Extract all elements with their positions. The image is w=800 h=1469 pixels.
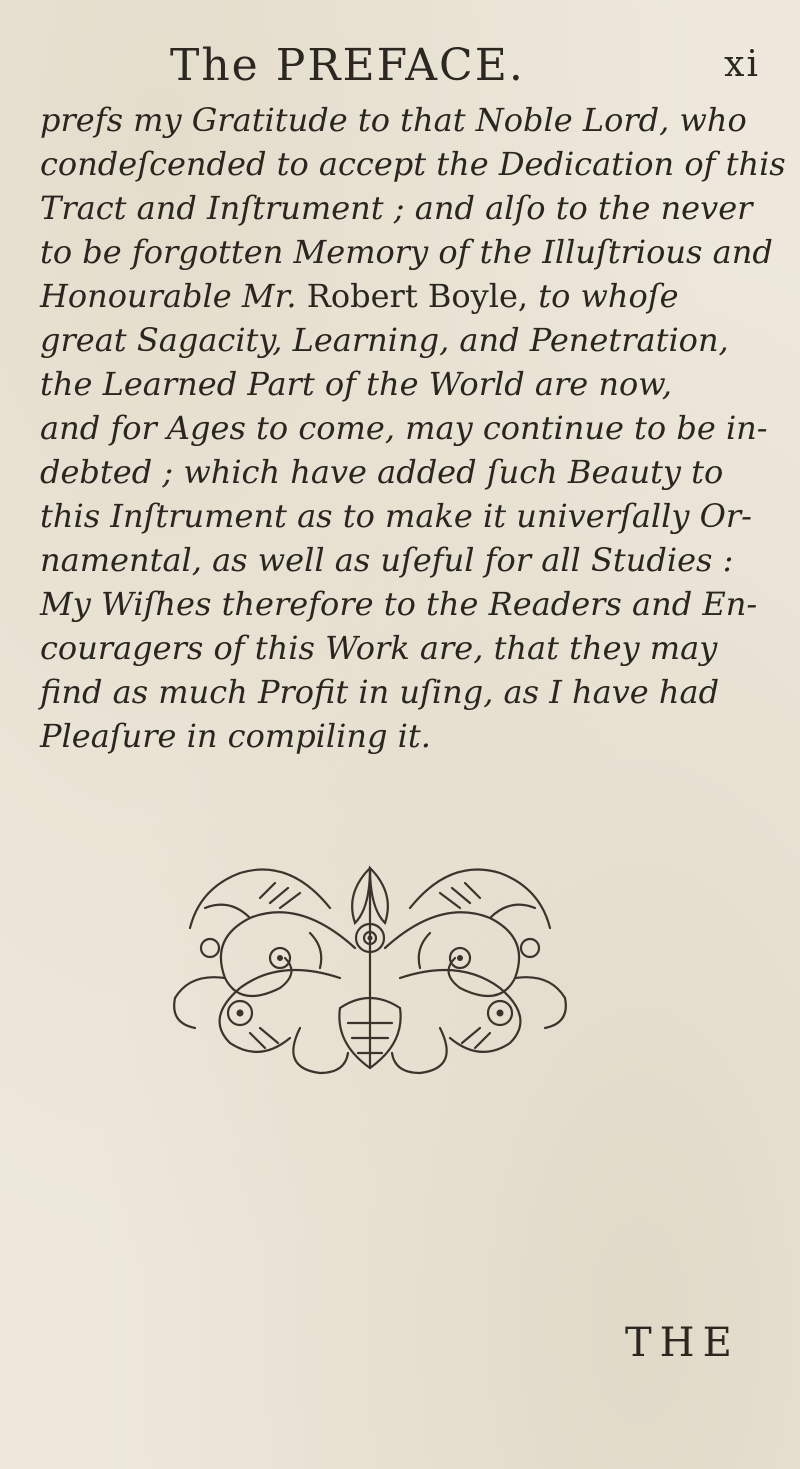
text-line: prefs my Gratitude to that Noble Lord, who (40, 101, 747, 139)
text-line: Tract and Inſtrument ; and alſo to the never (40, 189, 753, 227)
text-line: and for Ages to come, may continue to be in- (40, 409, 768, 447)
running-head-title: The PREFACE. (170, 40, 525, 91)
text-line: this Inſtrument as to make it univerſally Or- (40, 497, 752, 535)
text-line: find as much Profit in uſing, as I have had (40, 673, 720, 711)
text-line: Pleaſure in compiling it. (40, 717, 431, 755)
body-text (40, 98, 790, 758)
page-number: xi (724, 44, 760, 85)
text-line: the Learned Part of the World are now, (40, 365, 672, 403)
text-line: to be forgotten Memory of the Illuſtrious and (40, 233, 773, 271)
text-line: Honourable Mr. Robert Boyle, to whoſe (40, 277, 679, 315)
running-head (170, 40, 770, 90)
floral-tailpiece-icon (130, 838, 610, 1088)
text-line: namental, as well as uſeful for all Studies : (40, 541, 734, 579)
text-line: couragers of this Work are, that they may (40, 629, 718, 667)
catchword: THE (625, 1320, 740, 1366)
text-line: debted ; which have added ſuch Beauty to (40, 453, 724, 491)
text-line: great Sagacity, Learning, and Penetration, (40, 321, 729, 359)
text-line: My Wiſhes therefore to the Readers and En- (40, 585, 758, 623)
text-line: condeſcended to accept the Dedication of this (40, 145, 786, 183)
proper-name: Robert Boyle, (306, 277, 529, 315)
